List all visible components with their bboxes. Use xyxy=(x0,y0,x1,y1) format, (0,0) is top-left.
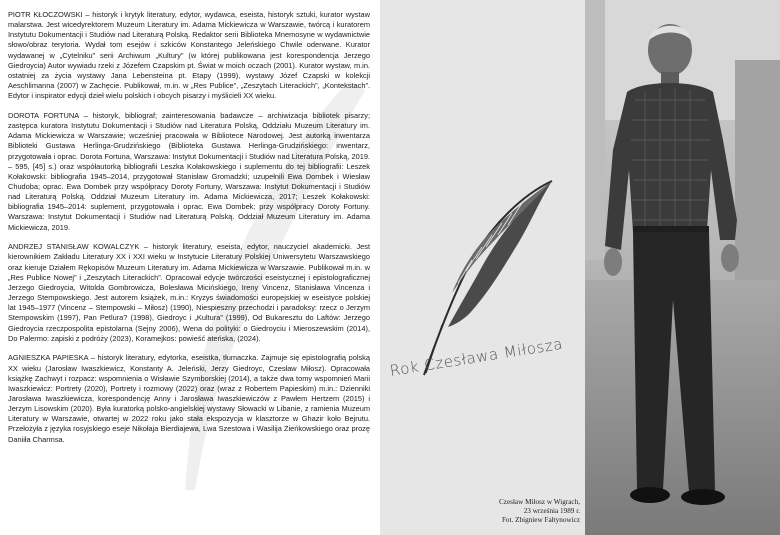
bio-name: DOROTA FORTUNA xyxy=(8,110,79,120)
photo-milosz xyxy=(585,0,780,535)
photo-caption xyxy=(462,498,580,526)
left-page xyxy=(0,0,380,535)
bio-name: AGNIESZKA PAPIESKA xyxy=(8,353,89,363)
signature-caption: Rok Czesława Miłosza xyxy=(388,334,565,380)
photo-caption-line1: Czesław Miłosz w Wigrach, xyxy=(498,498,580,506)
photo-caption-line3: Fot. Zbigniew Fałtynowicz xyxy=(501,516,580,525)
bio-piotr-kloczowski xyxy=(8,10,370,101)
photo-caption-line2: 23 września 1989 r. xyxy=(523,507,580,516)
right-page xyxy=(380,0,780,535)
bio-name: PIOTR KŁOCZOWSKI xyxy=(8,10,83,19)
bio-andrzej-kowalczyk xyxy=(8,242,370,344)
bio-name: ANDRZEJ STANISŁAW KOWALCZYK xyxy=(8,242,140,252)
bio-text: – historyk literatury, edytorka, eseistka, tłumaczka. Zajmuje się epistolografią polską XX wieku (Jarosław Iwaszkiewicz, Konstanty A. Jeleński, Jerzy Giedroyc, Czesław Miłosz). Opracowała książkę Zachwyt i rozpacz: wspomnienia o Wisławie Szymborskiej (2014), a także dwa tomy wspomnień Marii Iwaszkiewicz: Portrety (2020), Portrety i rozmowy (2022) oraz (wraz z Robertem Papieskim) m.in.: Dzienniki Jarosława Iwaszkiewicza, korespondencję Anny i Jarosława Iwaszkiewiczów z Pawłem Hertzem (2015) i Jerzym Lisowskim (2020). Była kuratorką polsko-angielskiej wystawy Słowacki w Libanie, z ramienia Muzeum Literatury w Warszawie, otwartej w 2022 roku jako stała ekspozycja w klasztorze w Ghazir koło Bejrutu. Przełożyła z języka rosyjskiego eseje Nikołaja Bierdiajewa, Lwa Szestowa i Wasilija Zieńkowskiego oraz prozę Daniiła Charmsa. xyxy=(8,353,370,444)
bio-text: – historyk i krytyk literatury, edytor, wydawca, eseista, historyk sztuki, kurator wystaw malarstwa. Jest wicedyrektorem Muzeum Literatury im. Adama Mickiewicza w Warszawie, twórcą i kuratorem Instytutu Dokumentacji i Studiów nad Literaturą Polską. Redaktor serii Biblioteka Mnemosyne w wydawnictwie słowo/obraz terytoria. Wydał tom esejów i szkiców Konstantego Jeleńskiego Chwile oderwane. Kurator wydawanej w „Cytelniku” serii Archiwum „Kultury” (w której publikowana jest korespondencja Jerzego Giedroycia) Autor wywiadu rzeki z Józefem Czapskim pt. Świat w moich oczach (2001). Kurator wystaw, m.in. ostatniej za życia wystawy Jana Lebensteina pt. Etapy (1999), wystawy Józef Czapski w kolekcji Aeschlimanna (2007) w Zachęcie. Publikował, m.in. w „Res Publice”, „Zeszytach Literackich”, „Kontekstach”. Edytor i inspirator edycji dzieł wielu polskich i obcych pisarzy i myślicieli XX wieku. xyxy=(8,10,370,101)
bio-text: – historyk literatury, eseista, edytor, nauczyciel akademicki. Jest kierownikiem Zakładu Literatury XX i XXI wieku w Instytucie Literatury Polskiej Uniwersytetu Warszawskiego oraz kieruje Działem Rękopisów Muzeum Literatury im. Adama Mickiewicza w Warszawie. Publikował m.in. w „Res Publice Nowej” i „Zeszytach Literackich”. Opracował edycje twórczości eseistycznej i epistolograficznej Jerzego Giedroycia, Witolda Gombrowicza, Bolesława Micińskiego, Ireny Vincenz, Stanisława Vincenza i Jerzego Stempowskiego. Jest autorem książek, m.in.: Kryzys świadomości europejskiej w eseistyce polskiej lat 1945–1977 (Vincenz – Stempowski – Miłosz) (1990), Niespieszny przechodzi i paradoksy: rzecz o Jerzym Stempowskim (1997), Pan Petlura? (1998), Giedroyc i „Kultura” (1999), Od Bukaresztu do Laftów: Jerzego Giedroycia rzeczpospolita epistolarna (Sejny 2006), Wena do polityki: o Giedroyciu i Mieroszewskim (2014), Do Palermo: zapiski z podróży (2023), Koramejkos: powieść ateńska, (2024). xyxy=(8,242,370,343)
bio-agnieszka-papieska xyxy=(8,353,370,444)
biographies xyxy=(8,10,370,454)
bio-dorota-fortuna xyxy=(8,111,370,233)
bio-text: – historyk, bibliograf; zainteresowania badawcze – archiwizacja bibliotek pisarzy; zastępca kuratora Instytutu Dokumentacji i Studiów nad Literatura Polską, Oddziału Muzeum Literatury im. Adama Mickiewicza w Warszawie; wcześniej pracowała w Bibliotece Narodowej. Jest autorką inwentarza Biblioteki Gustawa Herlinga-Grudzińskiego (Biblioteka Gustawa Herlinga-Grudzińskiego: inwentarz, przygotowała i oprac. Dorota Fortuna, Warszawa: Instytut Dokumentacji i Studiów nad Literatura Polską, 2019. – 595, [45] s.) oraz współautorką bibliografii Leszka Kołakowskiego i suplementu do tej bibliografii: Leszek Kołakowski: bibliografia 1945–2014, przygotował Stanisław Gromadzki; uzupełnili Ewa Dombek i Wiesław Chudoba; oprac. Ewa Dombek przy współpracy Doroty Fortuny, Warszawa: Instytut Dokumentacji i Studiów nad Literaturą Polską. Oddział Muzeum Literatury im. Adama Mickiewicza, 2017; Leszek Kołakowski: bibliografia 1945–2014: suplement, przygotowała i oprac. Ewa Dombek; przy współpracy Doroty Fortuny. Warszawa: Instytut Dokumentacji i Studiów nad Literaturą Polską. Oddział Muzeum Literatury im. Adama Mickiewicza, 2019. xyxy=(8,110,370,232)
photo-image xyxy=(585,0,780,535)
